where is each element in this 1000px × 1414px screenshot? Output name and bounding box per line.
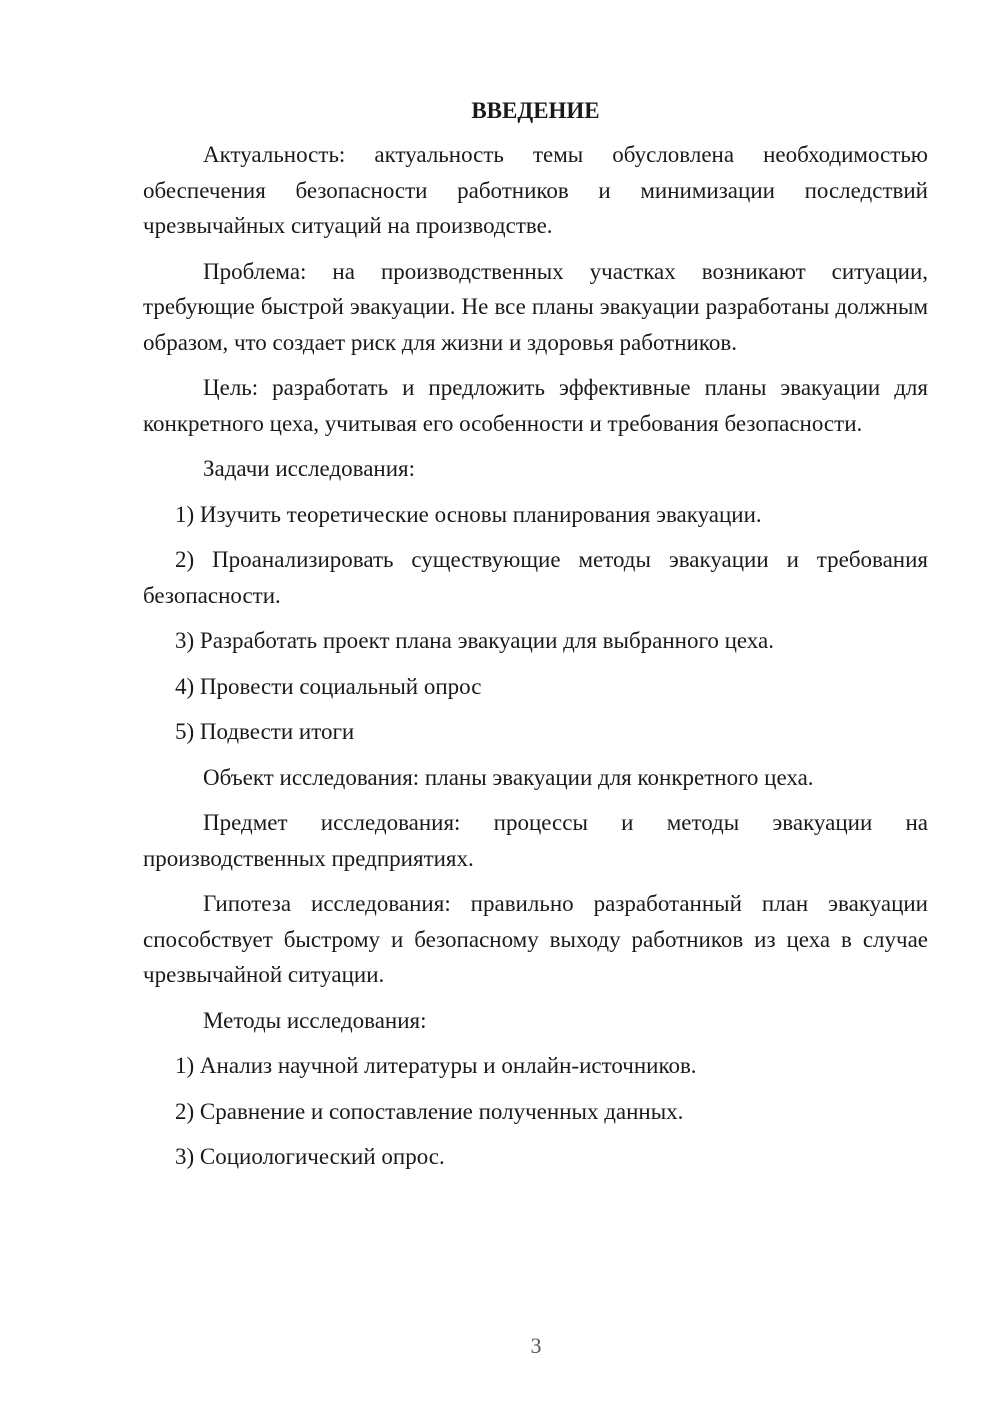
paragraph-goal: Цель: разработать и предложить эффективные планы эвакуации для конкретного цеха, учитывая его особенности и требования безопасности. [143,375,928,436]
paragraph-object: Объект исследования: планы эвакуации для конкретного цеха. [203,764,814,790]
list-item-method-1: 1) Анализ научной литературы и онлайн-источников. [175,1053,697,1078]
paragraph-subject: Предмет исследования: процессы и методы эвакуации на производственных предприятиях. [143,810,928,871]
list-item-task-2: 2) Проанализировать существующие методы эвакуации и требования безопасности. [143,547,928,608]
section-title: ВВЕДЕНИЕ [471,98,600,123]
paragraph-problem: Проблема: на производственных участках возникают ситуации, требующие быстрой эвакуации. Не все планы эвакуации разработаны должным образом, что создает риск для жизни и здоровья работников. [143,258,928,355]
list-item-task-5: 5) Подвести итоги [175,719,355,744]
paragraph-methods-heading: Методы исследования: [203,1007,427,1033]
page-number: 3 [530,1333,542,1358]
list-item-task-3: 3) Разработать проект плана эвакуации для выбранного цеха. [175,628,774,653]
list-item-method-2: 2) Сравнение и сопоставление полученных данных. [175,1098,684,1124]
paragraph-relevance: Актуальность: актуальность темы обусловлена необходимостью обеспечения безопасности работников и минимизации последствий чрезвычайных ситуаций на производстве. [143,142,928,238]
paragraph-hypothesis: Гипотеза исследования: правильно разработанный план эвакуации способствует быстрому и безопасному выходу работников из цеха в случае чрезвычайной ситуации. [143,891,928,987]
list-item-task-1: 1) Изучить теоретические основы планирования эвакуации. [175,501,762,527]
page-content [143,93,928,1185]
paragraph-tasks-heading: Задачи исследования: [203,456,416,481]
list-item-task-4: 4) Провести социальный опрос [175,673,482,699]
list-item-method-3: 3) Социологический опрос. [175,1144,445,1169]
